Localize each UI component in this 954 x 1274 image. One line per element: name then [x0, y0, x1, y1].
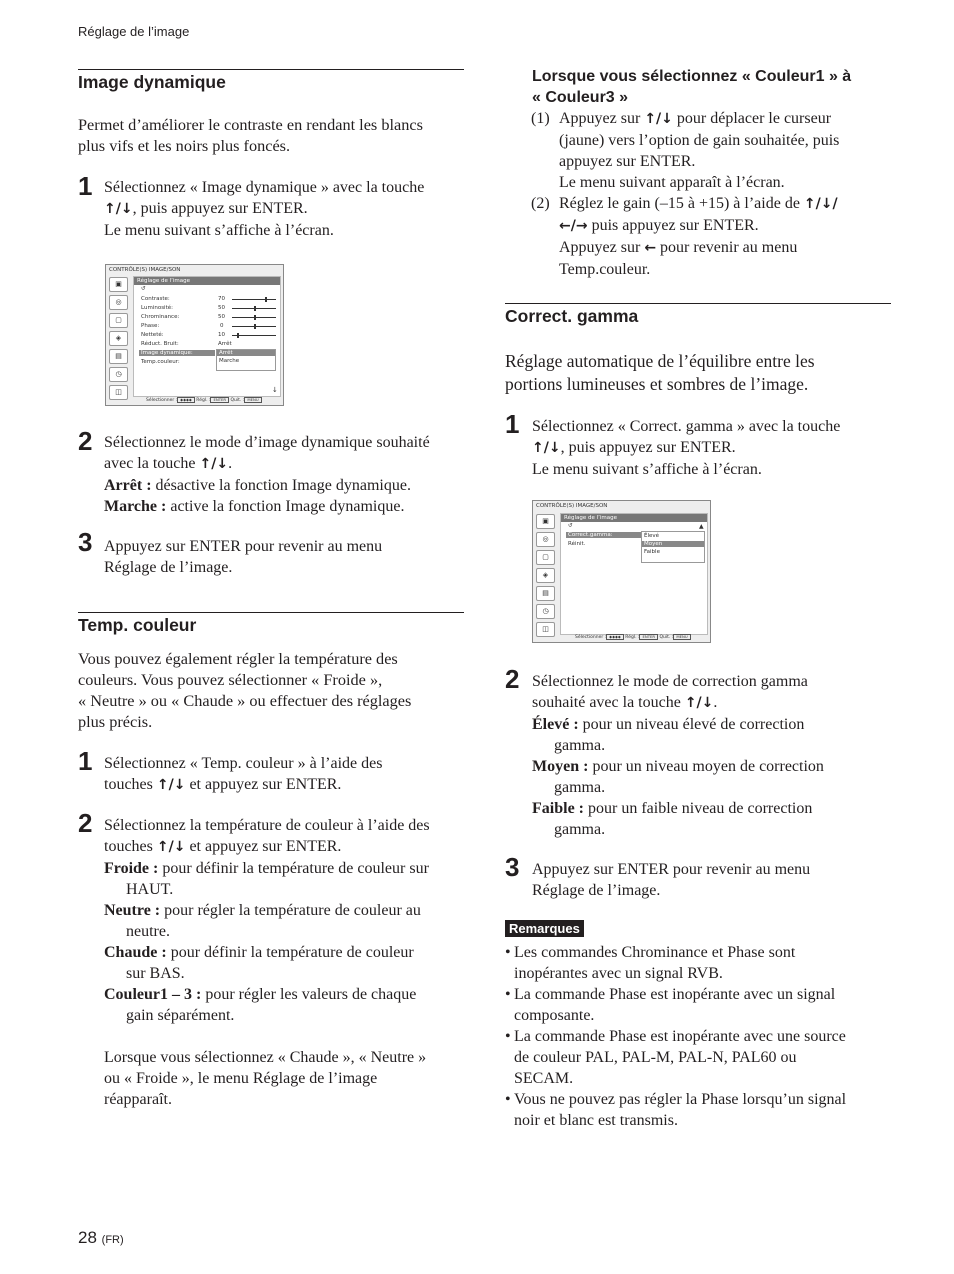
panel-title: Réglage de l’image [561, 514, 707, 522]
language-icon: ◫ [536, 622, 555, 637]
panel-title: Réglage de l’image [134, 277, 280, 285]
step-number: 2 [78, 808, 93, 838]
menu-screenshot-correct-gamma [532, 500, 711, 643]
step-2-text: Sélectionnez le mode de correction gamma souhaité avec la touche ↑/↓. Élevé : pour un niveau élevé de correction gamma. Moyen : pour un niveau moyen de correction gamma. Faible : pour un faible niveau de correction gamma. [532, 673, 824, 838]
down-arrow-icon: ↓ [272, 386, 278, 394]
language-icon: ◫ [109, 385, 128, 400]
subsection-title-couleur: Lorsque vous sélectionnez « Couleur1 » à « Couleur3 » [532, 68, 852, 106]
screen-icon: ▢ [109, 313, 128, 328]
menu-icon-strip [109, 277, 128, 403]
menu-icon-strip [536, 514, 555, 640]
section-title-correct-gamma: Correct. gamma [505, 306, 639, 326]
section-rule [78, 69, 464, 70]
menu-title: CONTRÔLE(S) IMAGE/SON [109, 267, 181, 273]
section-rule [78, 612, 464, 613]
step-number: 1 [505, 409, 520, 439]
step-number: 1 [78, 746, 93, 776]
remarques-list [505, 942, 846, 1131]
picture-icon: ▣ [536, 514, 555, 529]
step-3-text: Appuyez sur ENTER pour revenir au menu Réglage de l’image. [532, 861, 811, 899]
left-arrow-icon: ← [644, 240, 657, 256]
timer-icon: ◷ [536, 604, 555, 619]
list-item: • La commande Phase est inopérante avec un signal composante. [505, 986, 836, 1024]
menu-panel: Réglage de l’image ↺ Contraste: 70 Luminosité: 50 Chrominance: 50 Phase: 0 Netteté: 10 Réduct. Bruit: Arrêt Image dynamique: Temp.couleur: Arrêt Marche ↓ [133, 276, 281, 397]
step-number: 2 [505, 664, 520, 694]
step-1-text: Sélectionnez « Temp. couleur » à l’aide des touches ↑/↓ et appuyez sur ENTER. [104, 755, 383, 793]
up-down-arrow-icon: ↑/↓ [684, 695, 714, 711]
intro-temp-couleur: Vous pouvez également régler la température des couleurs. Vous pouvez sélectionner « Froide », « Neutre » ou « Chaude » ou effectuer des réglages plus précis. [78, 649, 412, 731]
back-icon: ↺ [141, 286, 146, 292]
up-down-arrow-icon: ↑/↓ [532, 440, 561, 456]
step-number: 2 [78, 426, 93, 456]
list-item: • Les commandes Chrominance et Phase sont inopérantes avec un signal RVB. [505, 944, 796, 982]
step-3-text: Appuyez sur ENTER pour revenir au menu Réglage de l’image. [104, 538, 383, 576]
setup-icon: ◈ [109, 331, 128, 346]
step-2-text: Sélectionnez le mode d’image dynamique souhaité avec la touche ↑/↓. Arrêt : désactive la fonction Image dynamique. Marche : active la fonction Image dynamique. [104, 434, 430, 515]
up-down-arrow-icon: ↑/↓ [104, 201, 133, 217]
couleur-instructions: (1) Appuyez sur ↑/↓ pour déplacer le curseur (jaune) vers l’option de gain souhaitée, puis appuyez sur ENTER. Le menu suivant apparaît à l’écran. (2) Réglez le gain (–15 à +15) à l’aide de ↑/↓/ ←/→ puis appuyez sur ENTER. Appuyez sur ← pour revenir au menu Temp.couleur. [531, 110, 840, 278]
left-right-arrow-icon: ←/→ [559, 218, 588, 234]
step-number: 3 [78, 527, 93, 557]
menu-footer: Sélectionner : ◆◆◆◆ Régl. : ENTER Quit. : MENU [575, 634, 691, 640]
picture-icon: ▣ [109, 277, 128, 292]
up-down-arrow-icon: ↑/↓ [199, 456, 229, 472]
up-down-arrow-icon: ↑/↓ [156, 839, 186, 855]
step-1-text: Sélectionnez « Correct. gamma » avec la touche ↑/↓, puis appuyez sur ENTER. Le menu suivant s’affiche à l’écran. [532, 418, 841, 478]
up-down-arrow-icon: ↑/↓/ [803, 196, 838, 212]
intro-gamma: Réglage automatique de l’équilibre entre les portions lumineuses et sombres de l’image. [505, 351, 815, 394]
input-icon: ▤ [536, 586, 555, 601]
section-title-image-dynamique: Image dynamique [78, 72, 226, 92]
step-number: 3 [505, 852, 520, 882]
menu-panel: Réglage de l’image ↺ ▲ Correct.gamma: Réinit. Élevé Moyen Faible [560, 513, 708, 635]
menu-screenshot-image-dynamique [105, 264, 284, 406]
step-number: 1 [78, 171, 93, 201]
sound-icon: ◎ [536, 532, 555, 547]
running-header: Réglage de l’image [78, 24, 190, 39]
intro-image-dynamique: Permet d’améliorer le contraste en rendant les blancs plus vifs et les noirs plus foncés. [78, 115, 423, 155]
setup-icon: ◈ [536, 568, 555, 583]
back-icon: ↺ [568, 523, 573, 529]
screen-icon: ▢ [536, 550, 555, 565]
menu-footer: Sélectionner : ◆◆◆◆ Régl. : ENTER Quit. : MENU [146, 397, 262, 403]
up-arrow-icon: ▲ [699, 523, 704, 530]
section-rule [505, 303, 891, 304]
sound-icon: ◎ [109, 295, 128, 310]
page-number: 28 (FR) [78, 1228, 124, 1247]
timer-icon: ◷ [109, 367, 128, 382]
section-title-temp-couleur: Temp. couleur [78, 615, 197, 635]
up-down-arrow-icon: ↑/↓ [644, 111, 673, 127]
list-item: • Vous ne pouvez pas régler la Phase lorsqu’un signal noir et blanc est transmis. [505, 1091, 847, 1129]
remarques-badge: Remarques [505, 920, 584, 938]
step-1-text: Sélectionnez « Image dynamique » avec la touche ↑/↓, puis appuyez sur ENTER. Le menu suivant s’affiche à l’écran. [104, 179, 425, 239]
step-2-text: Sélectionnez la température de couleur à l’aide des touches ↑/↓ et appuyez sur ENTER. Froide : pour définir la température de couleur sur HAUT. Neutre : pour régler la température de couleur au neutre. Chaude : pour définir la température de couleur sur BAS. Couleur1 – 3 : pour régler les valeurs de chaque gain séparément. Lorsque vous sélectionnez « Chaude », « Neutre » ou « Froide », le menu Réglage de l’image réapparaît. [104, 817, 430, 1108]
up-down-arrow-icon: ↑/↓ [156, 777, 186, 793]
menu-title: CONTRÔLE(S) IMAGE/SON [536, 503, 608, 509]
list-item: • La commande Phase est inopérante avec une source de couleur PAL, PAL-M, PAL-N, PAL60 ou SECAM. [505, 1028, 846, 1087]
input-icon: ▤ [109, 349, 128, 364]
